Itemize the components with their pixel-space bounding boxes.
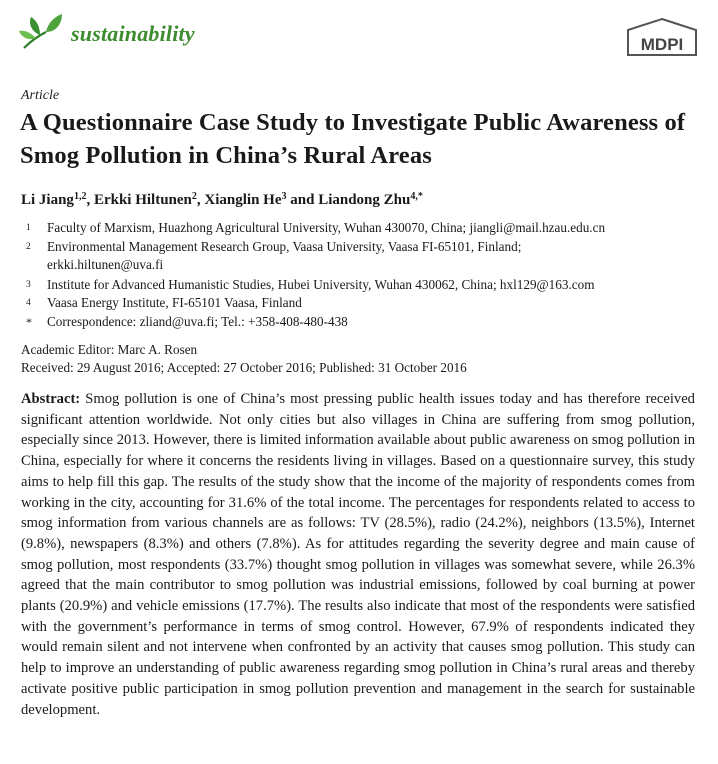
author-affiliation-ref: 3 xyxy=(281,191,287,202)
author-name[interactable]: Erkki Hiltunen xyxy=(93,192,192,208)
correspondence xyxy=(26,313,697,331)
abstract-text: Smog pollution is one of China’s most pressing public health issues today and has therefore received significant attention worldwide. Not only cities but also villages in China are suffering from smog pollution, especially since 2013. However, there is limited information available about public awareness on smog pollution in China, especially for where it concerns the residents living in villages. Based on a questionnaire survey, this study aims to help fill this gap. The results of the study show that the income of the majority of respondents comes from working in the city, accounting for 31.6% of the total income. The percentages for respondents related to access to smog information from various channels are as follows: TV (28.5%), radio (24.2%), neighbors (13.5%), Internet (9.8%), newspapers (8.3%) and others (7.8%). As for attitudes regarding the severity degree and main cause of smog pollution, most respondents (33.7%) thought smog pollution in villages was somewhat severe, while 26.3% agreed that the main contributor to smog pollution was industrial emissions, followed by coal burning at power plants (20.9%) and vehicle emissions (17.7%). The results also indicate that most of the respondents were satisfied with the government’s performance in terms of smog control. However, 67.9% of respondents indicated they would remain silent and not intervene when confronted by an activity that causes smog pollution. This study can help to improve an understanding of public awareness regarding smog pollution in China’s rural areas and thereby activate positive public participation in smog pollution prevention and management in the search for sustainable development. xyxy=(21,391,695,718)
affiliation xyxy=(26,219,697,239)
leaf-logo-icon xyxy=(18,10,64,54)
affiliation-text: Faculty of Marxism, Huazhong Agricultural University, Wuhan 430070, China; jiangli@mail.hzau.edu.cn xyxy=(47,220,606,235)
affiliation-number: 4 xyxy=(26,298,31,308)
author-list xyxy=(21,190,423,209)
author-separator: , xyxy=(196,192,205,208)
author-name[interactable]: Liandong Zhu xyxy=(318,192,411,208)
affiliation-text: Environmental Management Research Group, Vaasa University, Vaasa FI-65101, Finland; erkki.hiltunen@uva.fi xyxy=(47,239,522,272)
author-affiliation-ref: 4,* xyxy=(410,191,423,202)
author-separator: , xyxy=(86,192,94,208)
author-separator: and xyxy=(286,192,319,208)
academic-editor: Academic Editor: Marc A. Rosen xyxy=(21,342,198,357)
affiliation-number: 3 xyxy=(26,280,31,290)
author-affiliation-ref: 1,2 xyxy=(73,191,87,202)
paper-title: A Questionnaire Case Study to Investigate Public Awareness of Smog Pollution in China’s Rural Areas xyxy=(20,109,686,169)
author-name[interactable]: Xianglin He xyxy=(204,192,282,208)
article-type: Article xyxy=(21,88,60,103)
journal-name: sustainability xyxy=(71,21,195,46)
mdpi-logo-icon xyxy=(622,17,702,57)
abstract xyxy=(21,389,695,720)
affiliation-number: 1 xyxy=(26,223,31,233)
affiliation-number: 2 xyxy=(26,242,31,252)
affiliation-text: Institute for Advanced Humanistic Studies, Hubei University, Wuhan 430062, China; hxl129@163.com xyxy=(47,277,595,292)
publication-dates: Received: 29 August 2016; Accepted: 27 October 2016; Published: 31 October 2016 xyxy=(21,360,467,375)
correspondence-marker: * xyxy=(26,315,32,329)
abstract-label: Abstract: xyxy=(21,391,81,407)
author-name[interactable]: Li Jiang xyxy=(21,192,74,208)
affiliation xyxy=(26,276,697,296)
affiliation xyxy=(26,238,607,274)
affiliation-text: Vaasa Energy Institute, FI-65101 Vaasa, Finland xyxy=(47,295,302,310)
affiliation xyxy=(26,294,697,314)
correspondence-text: Correspondence: zliand@uva.fi; Tel.: +358-408-480-438 xyxy=(47,314,348,329)
publisher-name: MDPI xyxy=(640,35,684,54)
author-affiliation-ref: 2 xyxy=(191,191,197,202)
